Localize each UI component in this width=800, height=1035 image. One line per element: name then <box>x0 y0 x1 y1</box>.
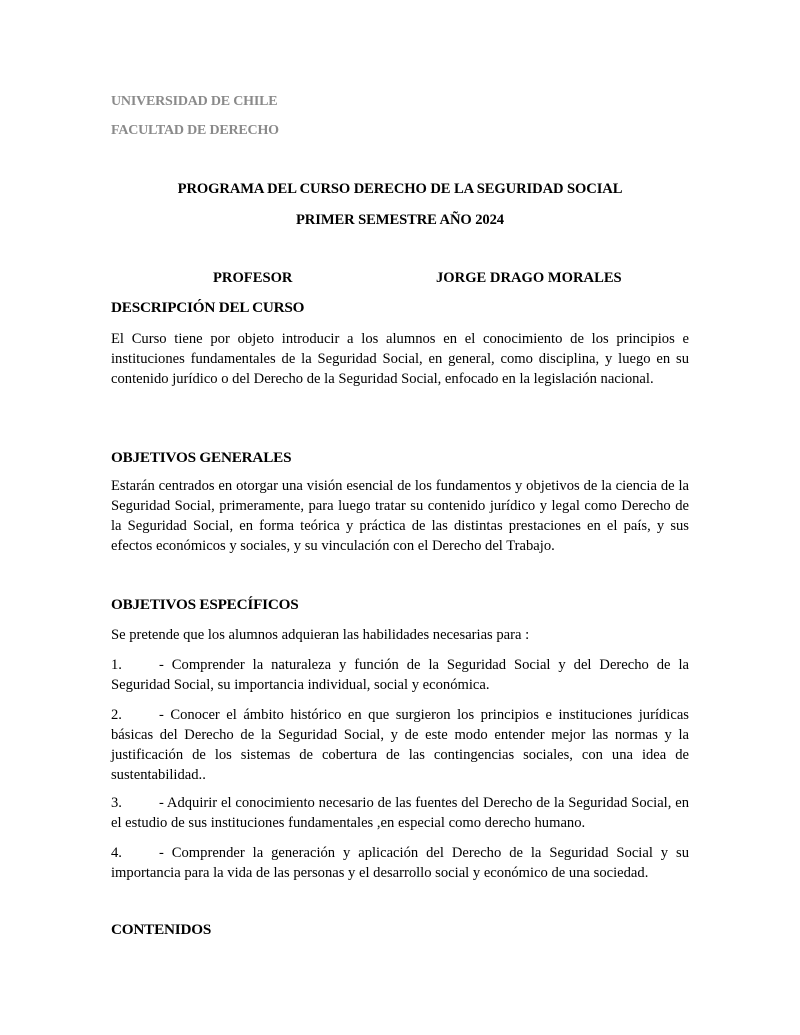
list-item <box>111 655 689 695</box>
list-item <box>111 843 689 883</box>
list-item-text: - Conocer el ámbito histórico en que surgieron los principios e instituciones jurídicas básicas del Derecho de la Seguridad Social, y de este modo entender mejor las normas y la justificación de los sistemas de cobertura de las contingencias sociales, con una idea de sustentabilidad.. <box>111 707 689 783</box>
list-item-number: 2. <box>111 707 122 723</box>
faculty-name: FACULTAD DE DERECHO <box>111 123 279 138</box>
university-name: UNIVERSIDAD DE CHILE <box>111 94 278 109</box>
description-text: El Curso tiene por objeto introducir a los alumnos en el conocimiento de los principios e instituciones fundamentales de la Seguridad Social, en general, como disciplina, y luego en su contenido jurídico o del Derecho de la Seguridad Social, enfocado en la legislación nacional. <box>111 331 689 387</box>
general-objectives-heading: OBJETIVOS GENERALES <box>111 449 292 466</box>
professor-name: JORGE DRAGO MORALES <box>436 270 622 286</box>
list-item-text: - Comprender la generación y aplicación del Derecho de la Seguridad Social y su importancia para la vida de las personas y el desarrollo social y económico de una sociedad. <box>111 845 689 881</box>
specific-objectives-heading: OBJETIVOS ESPECÍFICOS <box>111 596 299 613</box>
specific-objectives-intro: Se pretende que los alumnos adquieran las habilidades necesarias para : <box>111 627 530 643</box>
course-semester: PRIMER SEMESTRE AÑO 2024 <box>295 212 505 228</box>
list-item-number: 4. <box>111 845 122 861</box>
professor-label: PROFESOR <box>213 270 293 286</box>
list-item-number: 1. <box>111 657 122 673</box>
list-item <box>111 793 689 833</box>
course-title: PROGRAMA DEL CURSO DERECHO DE LA SEGURIDAD SOCIAL <box>177 181 623 197</box>
contents-heading: CONTENIDOS <box>111 921 212 938</box>
list-item-text: - Adquirir el conocimiento necesario de las fuentes del Derecho de la Seguridad Social, en el estudio de sus instituciones fundamentales ,en especial como derecho humano. <box>111 795 689 831</box>
general-objectives-text: Estarán centrados en otorgar una visión esencial de los fundamentos y objetivos de la ciencia de la Seguridad Social, primeramente, para luego tratar su contenido jurídico y legal como Derecho de la Seguridad Social, en forma teórica y práctica de las distintas prestaciones en el país, y sus efectos económicos y sociales, y su vinculación con el Derecho del Trabajo. <box>111 478 689 554</box>
description-heading: DESCRIPCIÓN DEL CURSO <box>111 299 305 316</box>
list-item-text: - Comprender la naturaleza y función de la Seguridad Social y del Derecho de la Seguridad Social, su importancia individual, social y económica. <box>111 657 689 693</box>
list-item-number: 3. <box>111 795 122 811</box>
list-item <box>111 705 689 785</box>
